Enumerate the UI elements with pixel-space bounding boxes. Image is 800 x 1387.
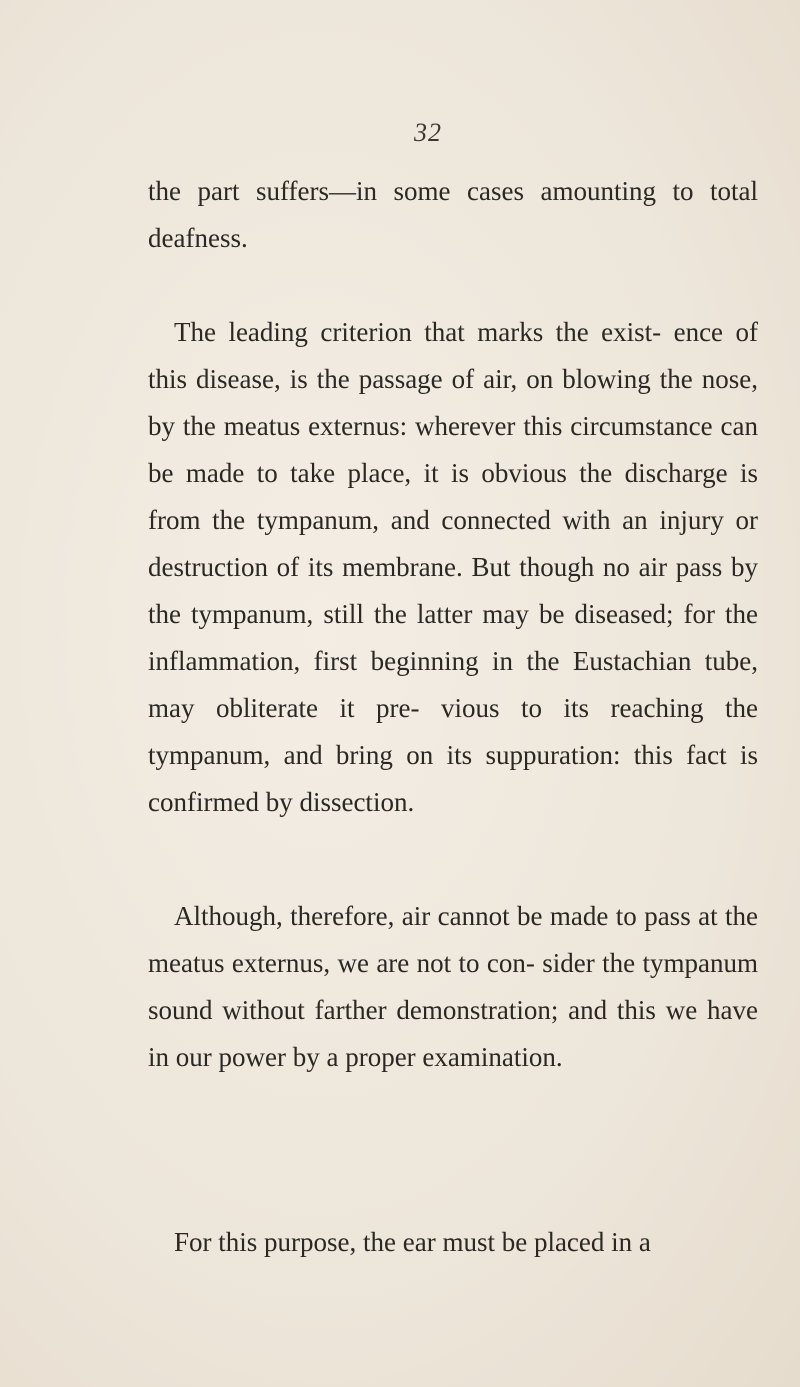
page-number: 32 [414, 118, 442, 147]
paragraph-text: Although, therefore, air cannot be made to pass at the meatus externus, we are not to con- sider the tympanum sound without farther demonstration; and this we have in our power by a proper examination. [148, 901, 758, 1072]
paragraph-purpose [148, 1219, 758, 1266]
paragraph-criterion [148, 309, 758, 826]
paragraph-although [148, 893, 758, 1081]
paragraph-text: the part suffers—in some cases amounting to total deafness. [148, 176, 758, 253]
paragraph-text: For this purpose, the ear must be placed in a [174, 1227, 651, 1257]
paragraph-continuation [148, 168, 758, 262]
paragraph-text: The leading criterion that marks the exist- ence of this disease, is the passage of air, on blowing the nose, by the meatus externus: wherever this circumstance can be made to take place, it is obvious the discharge is from the tympanum, and connected with an injury or destruction of its membrane. But though no air pass by the tympanum, still the latter may be diseased; for the inflammation, first beginning in the Eustachian tube, may obliterate it pre- vious to its reaching the tympanum, and bring on its suppuration: this fact is confirmed by dissection. [148, 317, 758, 817]
